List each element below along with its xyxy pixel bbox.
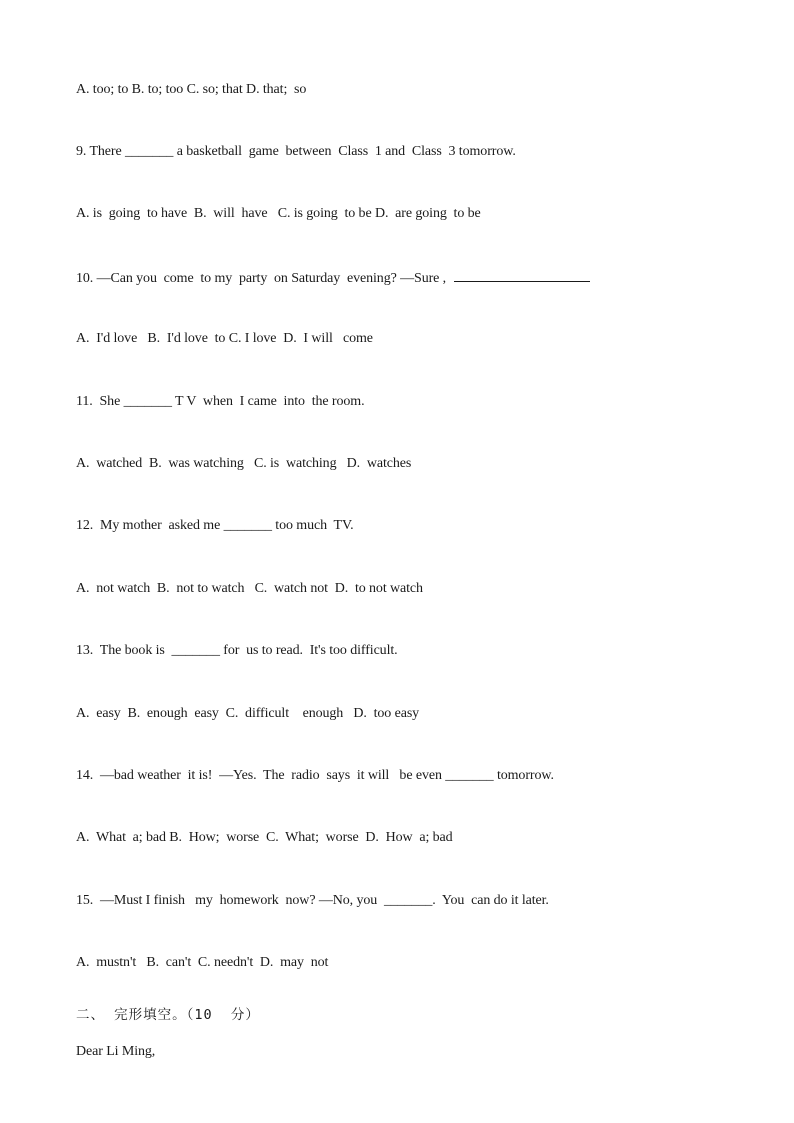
- question-15: 15. —Must I finish my homework now? —No, you _______. You can do it later.: [76, 893, 549, 908]
- question-10-text: 10. —Can you come to my party on Saturday evening? —Sure ,: [76, 271, 447, 286]
- question-10: [76, 268, 590, 288]
- question-12: 12. My mother asked me _______ too much TV.: [76, 518, 354, 533]
- q10-options: A. I'd love B. I'd love to C. I love D. I will come: [76, 331, 373, 346]
- letter-greeting: Dear Li Ming,: [76, 1044, 156, 1059]
- answer-blank-line: [454, 268, 590, 282]
- q14-options: A. What a; bad B. How; worse C. What; worse D. How a; bad: [76, 830, 453, 845]
- q15-options: A. mustn't B. can't C. needn't D. may not: [76, 955, 329, 970]
- section-heading: 二、 完形填空。（10 分）: [76, 1007, 260, 1023]
- q8-options: A. too; to B. to; too C. so; that D. that; so: [76, 82, 307, 97]
- question-11: 11. She _______ T V when I came into the room.: [76, 394, 365, 409]
- question-14: 14. —bad weather it is! —Yes. The radio says it will be even _______ tomorrow.: [76, 768, 554, 783]
- q9-options: A. is going to have B. will have C. is going to be D. are going to be: [76, 206, 481, 221]
- q11-options: A. watched B. was watching C. is watching D. watches: [76, 456, 412, 471]
- question-9: 9. There _______ a basketball game between Class 1 and Class 3 tomorrow.: [76, 144, 516, 159]
- question-13: 13. The book is _______ for us to read. It's too difficult.: [76, 643, 398, 658]
- q13-options: A. easy B. enough easy C. difficult enough D. too easy: [76, 706, 420, 721]
- q12-options: A. not watch B. not to watch C. watch not D. to not watch: [76, 581, 423, 596]
